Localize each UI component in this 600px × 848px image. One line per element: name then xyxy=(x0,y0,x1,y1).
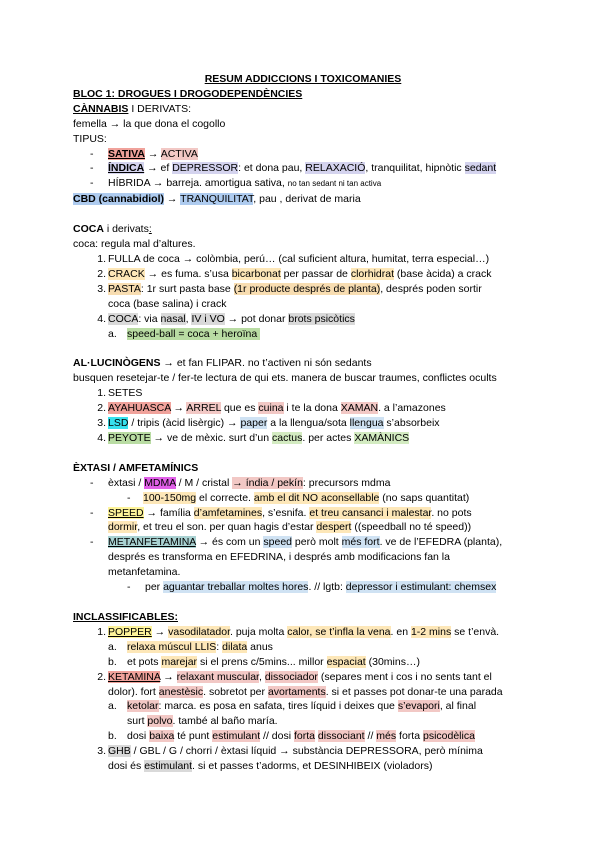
list-item-mdma: - èxtasi / MDMA / M / cristal → índia / pekín: precursors mdma xyxy=(90,476,391,489)
list-item-mdma-dose: - 100-150mg el correcte. amb el dit NO aconsellable (no saps quantitat) xyxy=(127,491,470,504)
list-item-setes: 1. SETES xyxy=(97,387,143,400)
alucinogens-heading: AL·LUCINÒGENS → et fan FLIPAR. no t’activen ni són sedants xyxy=(73,357,372,370)
list-item-metanfetamina-cont2: metanfetamina. xyxy=(108,566,181,579)
list-item-sativa: - SATIVA → ACTIVA xyxy=(90,147,198,160)
list-item-ghb: 3. GHB / GBL / G / chorri / èxtasi líquid → substància DEPRESSORA, però mínima xyxy=(97,745,483,758)
list-item-lsd: 3. LSD / tripis (àcid lisèrgic) → paper a la llengua/sota llengua s’absorbeix xyxy=(97,417,440,430)
list-item-ghb-cont: dosi és estimulant. si et passes t’adorms, et DESINHIBEIX (violadors) xyxy=(108,760,433,773)
list-item-ketamina-dosi: b. dosi baixa té punt estimulant // dosi forta dissociant // més forta psicodèlica xyxy=(108,730,475,743)
cannabis-line: femella → la que dona el cogollo xyxy=(73,117,226,130)
alucinogens-line: busquen resetejar-te / fer-te lectura de qui ets. manera de buscar traumes, conflictes ocults xyxy=(73,372,497,385)
list-item-speed: - SPEED → família d’amfetamines, s’esnifa. et treu cansanci i malestar. no pots xyxy=(90,506,472,519)
list-item-metanfetamina: - METANFETAMINA → és com un speed però molt més fort. ve de l’EFEDRA (planta), xyxy=(90,536,503,549)
list-item-popper-a: a. relaxa múscul LLIS: dilata anus xyxy=(108,640,273,653)
list-item-peyote: 4. PEYOTE → ve de mèxic. surt d’un cactus. per actes XAMÀNICS xyxy=(97,431,410,444)
list-item-crack: 2. CRACK → es fuma. s’usa bicarbonat per passar de clorhidrat (base àcida) a crack xyxy=(97,267,492,280)
list-item-indica: - ÍNDICA → ef DEPRESSOR: et dona pau, RELAXACIÓ, tranquilitat, hipnòtic sedant xyxy=(90,162,497,175)
cbd-line: CBD (cannabidiol) → TRANQUILITAT, pau , derivat de maria xyxy=(73,193,361,206)
list-item-speedball: a. speed-ball = coca + heroïna xyxy=(73,327,533,342)
inclassificables-heading: INCLASSIFICABLES: xyxy=(73,611,178,623)
list-item-metanfetamina-cont: després es transforma en EFEDRINA, i després amb modificacions fan la xyxy=(108,551,450,564)
bloc-heading: BLOC 1: DROGUES I DROGODEPENDÈNCIES xyxy=(73,87,303,100)
list-item-pasta-cont: coca (base salina) i crack xyxy=(108,297,227,310)
list-item-speed-cont: dormir, et treu el son. per quan hagis d’estar despert ((speedball no té speed)) xyxy=(108,521,472,534)
coca-heading: COCA i derivats: xyxy=(73,223,152,236)
list-item-ayahuasca: 2. AYAHUASCA → ARREL que es cuina i te la dona XAMAN. a l’amazones xyxy=(97,402,446,415)
list-item-ketolar-cont: surt polvo. també al baño maría. xyxy=(127,715,278,728)
list-item-ketamina: 2. KETAMINA → relaxant muscular, dissociador (separes ment i cos i no sents tant el xyxy=(97,670,492,683)
list-item-coca-via: 4. COCA: via nasal, IV i VO → pot donar brots psicòtics xyxy=(97,312,355,325)
list-item-fulla: 1. FULLA de coca → colòmbia, perú… (cal suficient altura, humitat, terra especial…) xyxy=(97,252,490,265)
list-item-ketamina-cont: dolor). fort anestèsic. sobretot per avortaments. si et passes pot donar-te una parada xyxy=(108,685,503,698)
extasi-heading: ÈXTASI / AMFETAMÍNICS xyxy=(73,461,199,474)
list-item-meta-sub: - per aguantar treballar moltes hores. // lgtb: depressor i estimulant: chemsex xyxy=(127,581,497,594)
document-body xyxy=(73,72,533,774)
tipus-label: TIPUS: xyxy=(73,132,107,145)
coca-line: coca: regula mal d’altures. xyxy=(73,238,196,251)
list-item-popper: 1. POPPER → vasodilatador. puja molta calor, se t’infla la vena. en 1-2 mins se t’envà. xyxy=(97,625,500,638)
list-item-popper-b: b. et pots marejar si el prens c/5mins... millor espaciat (30mins…) xyxy=(108,655,420,668)
list-item-hibrida: - HÍBRIDA → barreja. amortigua sativa, no tan sedant ni tan activa xyxy=(90,177,382,190)
list-item-pasta: 3. PASTA: 1r surt pasta base (1r producte després de planta), després poden sortir xyxy=(97,282,482,295)
list-item-ketolar: a. ketolar: marca. es posa en safata, tires líquid i deixes que s’evapori, al final xyxy=(108,700,477,713)
document-title: RESUM ADDICCIONS I TOXICOMANIES xyxy=(204,73,402,85)
cannabis-heading: CÀNNABIS I DERIVATS: xyxy=(73,102,192,115)
